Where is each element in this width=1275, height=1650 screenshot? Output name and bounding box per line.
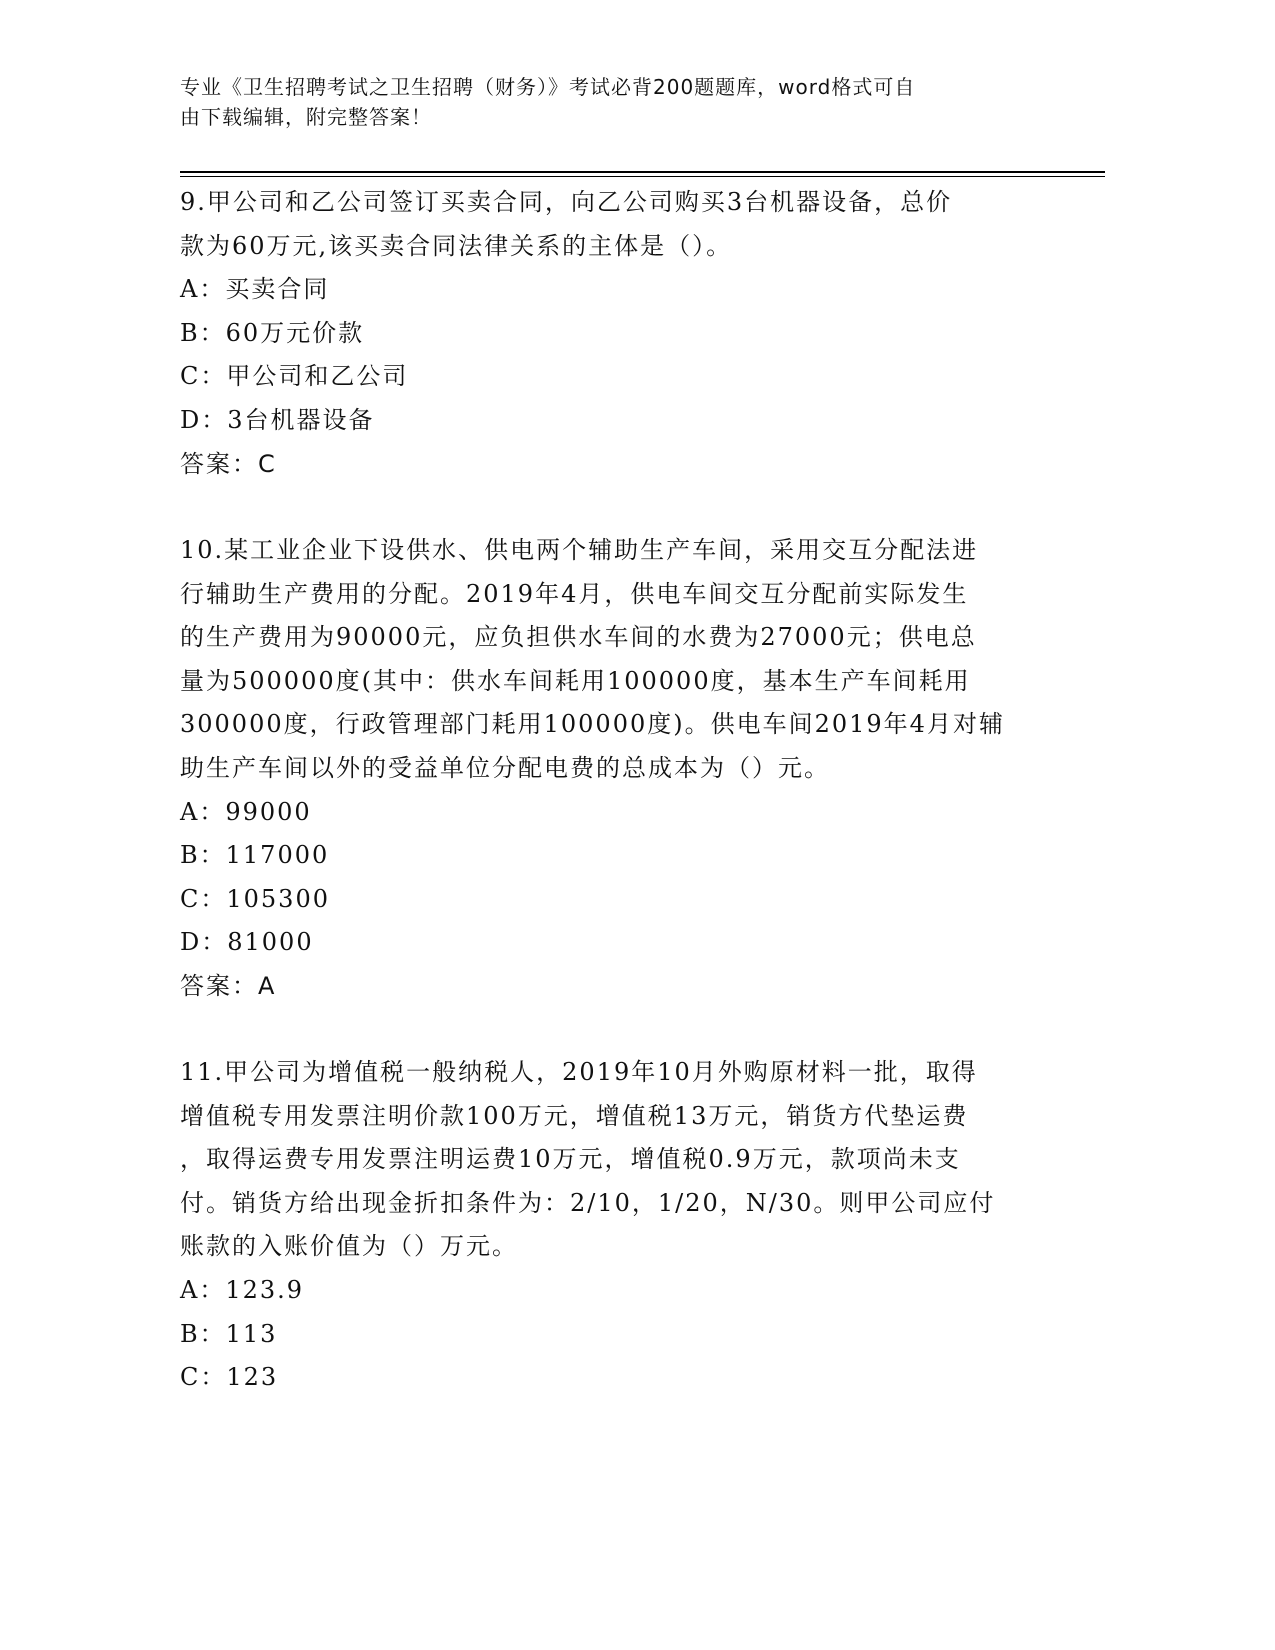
option-c: C：105300 <box>180 884 330 913</box>
question-text: 11.甲公司为增值税一般纳税人，2019年10月外购原材料一批，取得 <box>180 1058 978 1086</box>
question-text: 增值税专用发票注明价款100万元，增值税13万元，销货方代垫运费 <box>180 1101 969 1130</box>
header-line: 专业《卫生招聘考试之卫生招聘（财务）》考试必背200题题库，word格式可自 <box>180 75 916 99</box>
question-11 <box>180 1051 995 1400</box>
option-d: D：3台机器设备 <box>180 405 375 434</box>
question-text: 量为500000度(其中：供水车间耗用100000度，基本生产车间耗用 <box>180 666 971 695</box>
header-divider <box>180 171 1105 173</box>
option-b: B：113 <box>180 1319 278 1348</box>
question-text: 10.某工业企业下设供水、供电两个辅助生产车间，采用交互分配法进 <box>180 536 979 564</box>
question-text: 行辅助生产费用的分配。2019年4月，供电车间交互分配前实际发生 <box>180 579 969 608</box>
option-b: B：117000 <box>180 841 330 870</box>
answer: 答案：C <box>180 449 277 478</box>
option-b: B：60万元价款 <box>180 318 365 347</box>
question-10 <box>180 529 1005 1009</box>
option-d: D：81000 <box>180 928 314 957</box>
question-text: ，取得运费专用发票注明运费10万元，增值税0.9万元，款项尚未支 <box>180 1145 961 1174</box>
question-text: 的生产费用为90000元，应负担供水车间的水费为27000元；供电总 <box>180 623 977 652</box>
question-9 <box>180 181 952 486</box>
question-text: 款为60万元,该买卖合同法律关系的主体是（）。 <box>180 231 733 260</box>
answer: 答案：A <box>180 971 277 1000</box>
question-text: 9.甲公司和乙公司签订买卖合同，向乙公司购买3台机器设备，总价 <box>180 188 953 216</box>
question-text: 付。销货方给出现金折扣条件为：2/10，1/20，N/30。则甲公司应付 <box>180 1188 996 1217</box>
question-text: 300000度，行政管理部门耗用100000度)。供电车间2019年4月对辅 <box>180 710 1005 739</box>
option-c: C：123 <box>180 1363 279 1392</box>
question-text: 账款的入账价值为（）万元。 <box>180 1232 518 1261</box>
header-line: 由下载编辑，附完整答案！ <box>180 105 432 129</box>
header-divider <box>180 176 1105 177</box>
option-a: A：买卖合同 <box>180 275 330 304</box>
question-text: 助生产车间以外的受益单位分配电费的总成本为（）元。 <box>180 753 830 782</box>
option-a: A：99000 <box>180 797 312 826</box>
option-c: C：甲公司和乙公司 <box>180 362 409 391</box>
option-a: A：123.9 <box>180 1275 305 1304</box>
document-header <box>180 72 915 132</box>
